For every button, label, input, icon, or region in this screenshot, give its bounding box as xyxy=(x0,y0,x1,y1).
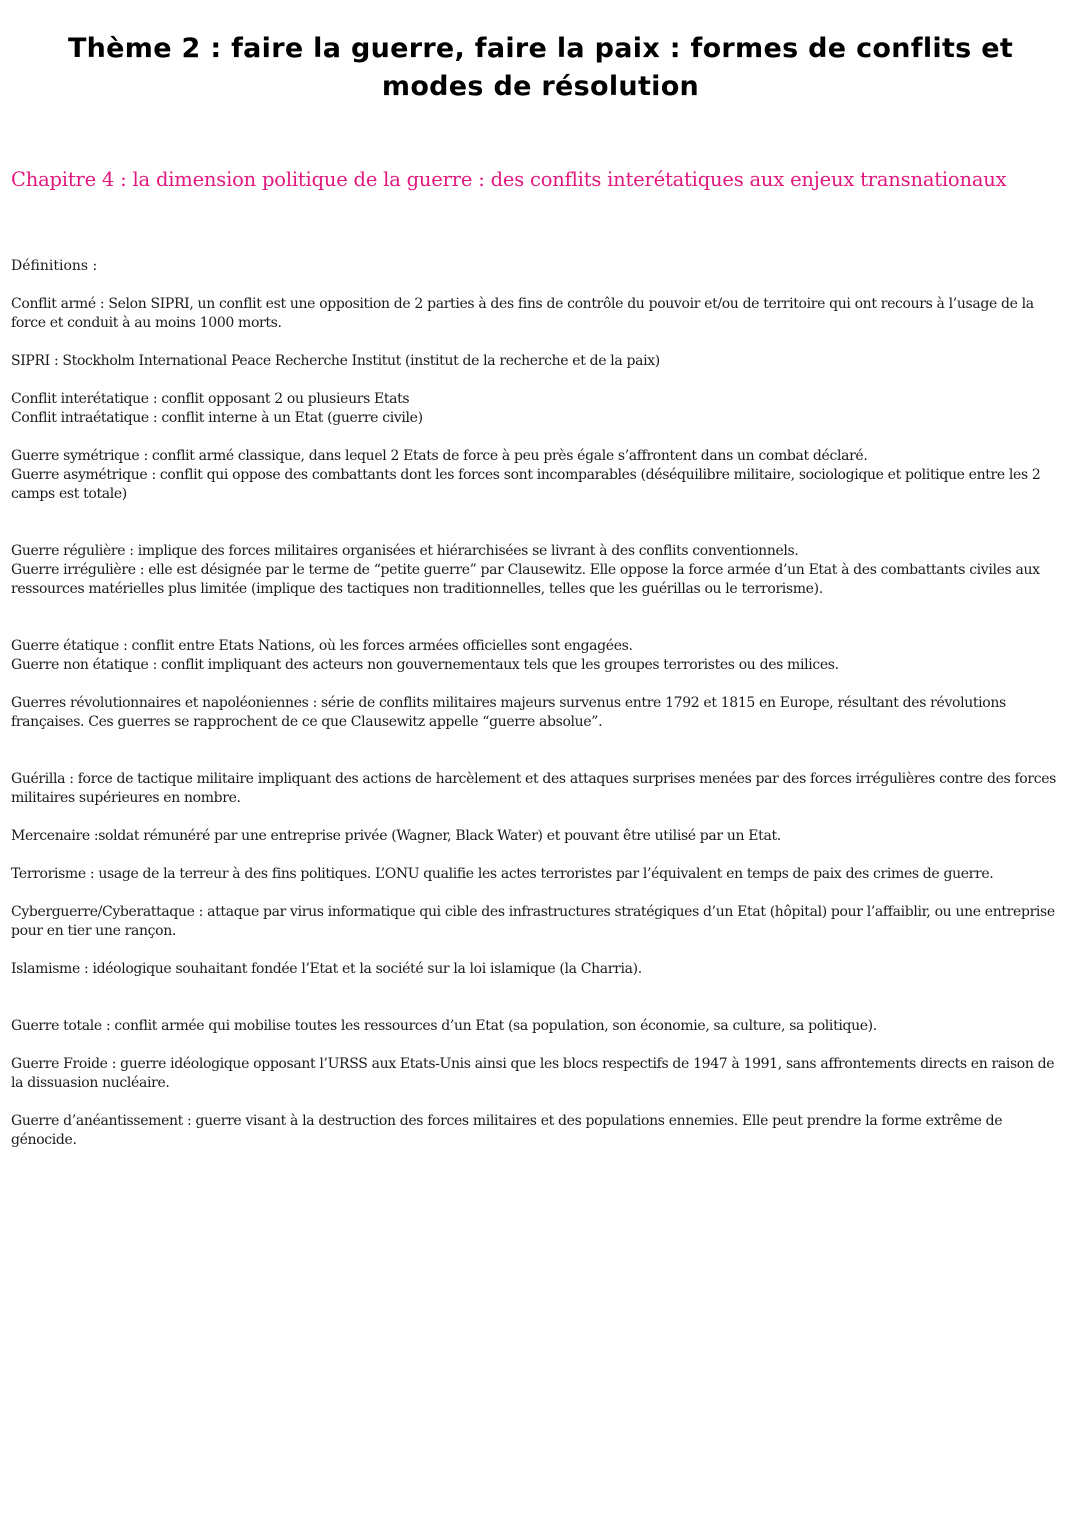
definition-guerre-froide: Guerre Froide : guerre idéologique opposant l’URSS aux Etats-Unis ainsi que les blocs respectifs de 1947 à 1991, sans affrontements directs en raison de la dissuasion nucléaire. xyxy=(11,1056,1055,1091)
definition-cyberguerre: Cyberguerre/Cyberattaque : attaque par virus informatique qui cible des infrastructures stratégiques d’un Etat (hôpital) pour l’affaiblir, ou une entreprise pour en tier une rançon. xyxy=(11,904,1055,939)
definition-guerre-reguliere: Guerre régulière : implique des forces militaires organisées et hiérarchisées se livrant à des conflits conventionnels. xyxy=(11,543,799,559)
definition-guerre-etatique: Guerre étatique : conflit entre Etats Nations, où les forces armées officielles sont engagées. xyxy=(11,638,633,654)
definition-conflit-arme: Conflit armé : Selon SIPRI, un conflit est une opposition de 2 parties à des fins de contrôle du pouvoir et/ou de territoire qui ont recours à l’usage de la force et conduit à au moins 1000 morts. xyxy=(11,296,1034,331)
definition-sipri: SIPRI : Stockholm International Peace Recherche Institut (institut de la recherche et de la paix) xyxy=(11,353,660,369)
definition-guerre-non-etatique: Guerre non étatique : conflit impliquant des acteurs non gouvernementaux tels que les groupes terroristes ou des milices. xyxy=(11,657,839,673)
definition-mercenaire: Mercenaire :soldat rémunéré par une entreprise privée (Wagner, Black Water) et pouvant être utilisé par un Etat. xyxy=(11,828,781,844)
definition-guerre-totale: Guerre totale : conflit armée qui mobilise toutes les ressources d’un Etat (sa population, son économie, sa culture, sa politique). xyxy=(11,1018,877,1034)
definition-guerilla: Guérilla : force de tactique militaire impliquant des actions de harcèlement et des attaques surprises menées par des forces irrégulières contre des forces militaires supérieures en nombre. xyxy=(11,771,1056,806)
definitions-heading: Définitions : xyxy=(11,258,98,274)
definition-islamisme: Islamisme : idéologique souhaitant fondée l’Etat et la société sur la loi islamique (la Charria). xyxy=(11,961,642,977)
definition-guerre-aneantissement: Guerre d’anéantissement : guerre visant à la destruction des forces militaires et des populations ennemies. Elle peut prendre la forme extrême de génocide. xyxy=(11,1113,1003,1148)
definition-conflit-interetatique: Conflit interétatique : conflit opposant 2 ou plusieurs Etats xyxy=(11,391,410,407)
page-title: Thème 2 : faire la guerre, faire la paix : formes de conflits et modes de résolution xyxy=(67,33,1014,102)
definition-guerre-symetrique: Guerre symétrique : conflit armé classique, dans lequel 2 Etats de force à peu près égale s’affrontent dans un combat déclaré. xyxy=(11,448,868,464)
definition-conflit-intraetatique: Conflit intraétatique : conflit interne à un Etat (guerre civile) xyxy=(11,410,423,426)
definition-guerre-irreguliere: Guerre irrégulière : elle est désignée par le terme de “petite guerre” par Clausewitz. Elle oppose la force armée d’un Etat à des combattants civiles aux ressources matérielles plus limitée (implique des tactiques non traditionnelles, telles que les guérillas ou le terrorisme). xyxy=(11,562,1040,597)
definition-guerre-asymetrique: Guerre asymétrique : conflit qui oppose des combattants dont les forces sont incomparables (déséquilibre militaire, sociologique et politique entre les 2 camps est totale) xyxy=(11,467,1041,502)
definition-guerres-revolutionnaires: Guerres révolutionnaires et napoléoniennes : série de conflits militaires majeurs survenus entre 1792 et 1815 en Europe, résultant des révolutions françaises. Ces guerres se rapprochent de ce que Clausewitz appelle “guerre absolue”. xyxy=(11,695,1006,730)
definition-terrorisme: Terrorisme : usage de la terreur à des fins politiques. L’ONU qualifie les actes terroristes par l’équivalent en temps de paix des crimes de guerre. xyxy=(11,866,994,882)
chapter-heading: Chapitre 4 : la dimension politique de la guerre : des conflits interétatiques aux enjeux transnationaux xyxy=(11,168,1007,191)
